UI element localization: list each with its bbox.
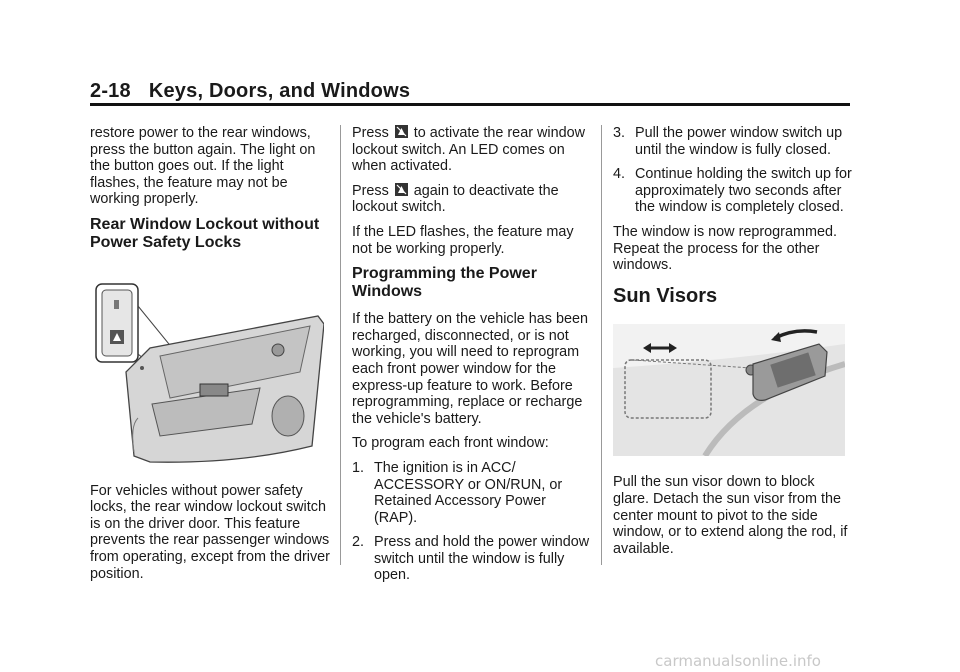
paragraph: Pull the sun visor down to block glare. Detach the sun visor from the center mount to pivot to the side window, or to extend along the rod, if available.	[613, 474, 848, 557]
sun-visor-illustration	[613, 324, 845, 456]
step-number: 4.	[613, 166, 626, 183]
column-divider	[340, 125, 341, 565]
step-text: Pull the power window switch up until the window is fully closed.	[635, 125, 843, 158]
step-text: Continue holding the switch up for approximately two seconds after the window is completely closed.	[635, 166, 852, 216]
paragraph: The window is now reprogrammed. Repeat the process for the other windows.	[613, 223, 837, 274]
list-item	[352, 534, 592, 584]
list-item	[613, 125, 853, 158]
text-run: Press	[352, 182, 389, 199]
section-title: Keys, Doors, and Windows	[148, 80, 411, 102]
step-list	[613, 125, 853, 216]
step-number: 3.	[613, 125, 626, 141]
step-number: 2.	[352, 534, 365, 551]
text-run: again to deactivate the lockout switch.	[352, 182, 559, 216]
step-list	[352, 460, 592, 584]
paragraph: If the battery on the vehicle has been recharged, disconnected, or is not working, you will need to reprogram each front power window for the express-up feature to work. Before reprogramming, replace or recharge the vehicle's battery.	[352, 311, 589, 427]
step-text: The ignition is in ACC/ ACCESSORY or ON/RUN, or Retained Accessory Power (RAP).	[374, 459, 563, 526]
window-lockout-icon	[395, 183, 408, 196]
list-item	[613, 166, 853, 216]
paragraph: If the LED flashes, the feature may not be working properly.	[352, 223, 574, 257]
column-1	[90, 125, 330, 590]
column-divider	[601, 125, 602, 565]
subheading-rear-window-lockout: Rear Window Lockout without Power Safety Locks	[90, 215, 320, 251]
subheading-programming-power-windows: Programming the Power Windows	[352, 265, 537, 301]
text-run: to activate the rear window lockout switch. An LED comes on when activated.	[352, 125, 585, 175]
paragraph: restore power to the rear windows, press the button again. The light on the button goes out. If the light flashes, the feature may not be working properly.	[90, 125, 316, 208]
watermark: carmanualsonline.info	[655, 652, 821, 670]
paragraph	[352, 183, 592, 216]
page-number: 2-18	[90, 80, 131, 102]
page-header	[90, 80, 410, 103]
paragraph: To program each front window:	[352, 435, 549, 452]
text-run: Press	[352, 125, 389, 141]
paragraph	[352, 125, 592, 175]
column-3	[613, 125, 853, 565]
step-number: 1.	[352, 459, 365, 476]
heading-sun-visors: Sun Visors	[613, 284, 718, 307]
window-lockout-icon	[395, 125, 408, 138]
column-2	[352, 125, 592, 592]
header-rule	[90, 103, 850, 106]
paragraph: For vehicles without power safety locks, the rear window lockout switch is on the driver door. This feature prevents the rear passenger windows from operating, except from the driver position.	[90, 482, 330, 582]
door-lockout-illustration	[90, 276, 324, 466]
list-item	[352, 460, 592, 526]
step-text: Press and hold the power window switch until the window is fully open.	[374, 534, 590, 584]
